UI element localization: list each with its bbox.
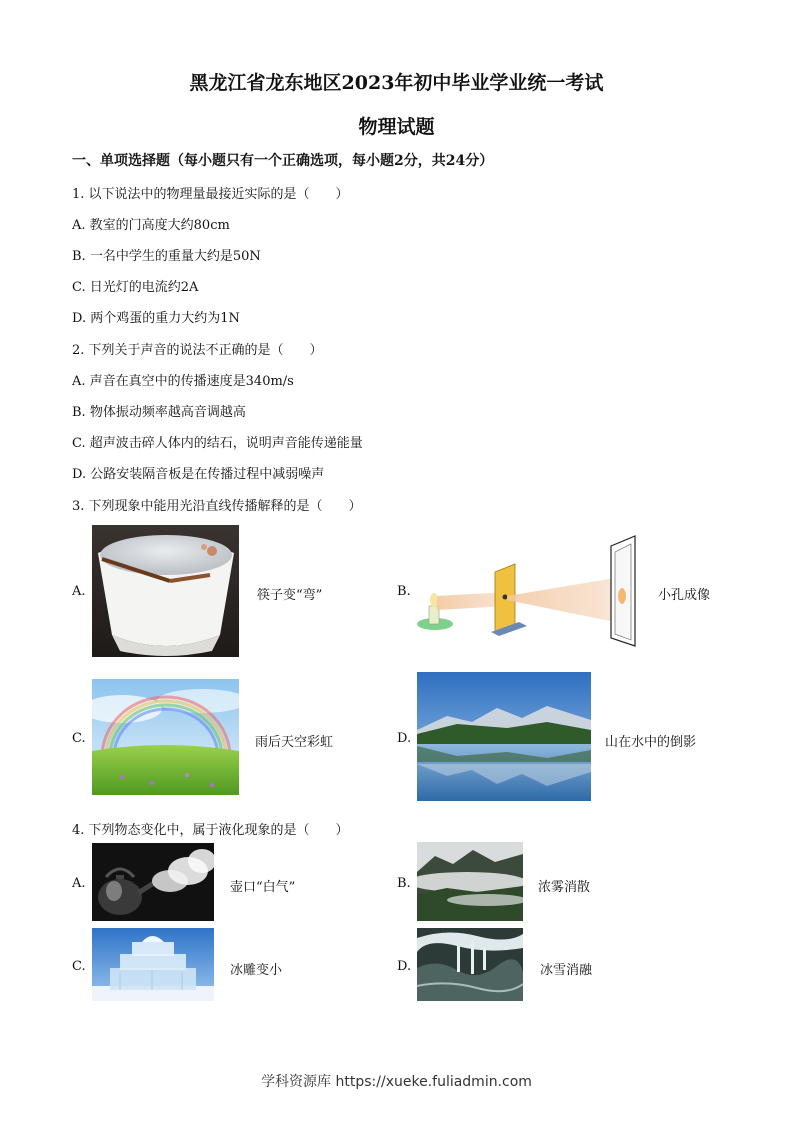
question-3-option-b-caption: 小孔成像	[658, 588, 711, 603]
question-4-option-b-letter: B.	[397, 876, 411, 891]
ice-sculpture-photo-icon	[92, 928, 214, 1001]
footer-source: 学科资源库 https://xueke.fuliadmin.com	[261, 1074, 532, 1090]
question-3-option-a-caption: 筷子变“弯”	[257, 588, 323, 603]
question-4-option-d-letter: D.	[397, 959, 412, 974]
question-2-option-d: D. 公路安装隔音板是在传播过程中减弱噪声	[72, 467, 325, 482]
exam-subtitle: 物理试题	[358, 116, 435, 138]
question-3-option-a-letter: A.	[72, 584, 86, 599]
question-3-option-c-letter: C.	[72, 731, 86, 746]
question-3-stem: 3. 下列现象中能用光沿直线传播解释的是（ ）	[72, 499, 362, 514]
mountain-reflection-photo-icon	[417, 672, 591, 801]
question-4-option-c-letter: C.	[72, 959, 86, 974]
question-2-stem: 2. 下列关于声音的说法不正确的是（ ）	[72, 343, 323, 358]
question-4-option-c-caption: 冰雕变小	[230, 963, 283, 978]
question-3-option-b-letter: B.	[397, 584, 411, 599]
question-4-option-a-letter: A.	[72, 876, 86, 891]
question-4-option-d-caption: 冰雪消融	[540, 963, 593, 978]
question-4-stem: 4. 下列物态变化中，属于液化现象的是（ ）	[72, 823, 349, 838]
question-2-option-c: C. 超声波击碎人体内的结石，说明声音能传递能量	[72, 436, 363, 451]
question-1-option-c: C. 日光灯的电流约2A	[72, 280, 199, 295]
rainbow-photo-icon	[92, 679, 239, 795]
exam-title: 黑龙江省龙东地区2023年初中毕业学业统一考试	[189, 72, 604, 94]
question-2-option-b: B. 物体振动频率越高音调越高	[72, 405, 246, 420]
question-4-option-b-caption: 浓雾消散	[538, 880, 591, 895]
fog-mountain-photo-icon	[417, 842, 523, 921]
kettle-steam-photo-icon	[92, 843, 214, 921]
question-1-option-b: B. 一名中学生的重量大约是50N	[72, 249, 261, 264]
question-1-option-a: A. 教室的门高度大约80cm	[72, 218, 230, 233]
melting-ice-photo-icon	[417, 928, 523, 1001]
chopstick-bowl-photo-icon	[92, 525, 239, 657]
question-3-option-c-caption: 雨后天空彩虹	[255, 735, 334, 750]
question-1-stem: 1. 以下说法中的物理量最接近实际的是（ ）	[72, 187, 349, 202]
question-1-option-d: D. 两个鸡蛋的重力大约为1N	[72, 311, 240, 326]
question-2-option-a: A. 声音在真空中的传播速度是340m/s	[72, 374, 294, 389]
question-3-option-d-letter: D.	[397, 731, 412, 746]
question-3-option-d-caption: 山在水中的倒影	[605, 735, 697, 750]
pinhole-camera-diagram-icon	[415, 534, 643, 652]
question-4-option-a-caption: 壶口“白气”	[230, 880, 296, 895]
section-heading: 一、单项选择题（每小题只有一个正确选项，每小题2分，共24分）	[72, 153, 494, 169]
